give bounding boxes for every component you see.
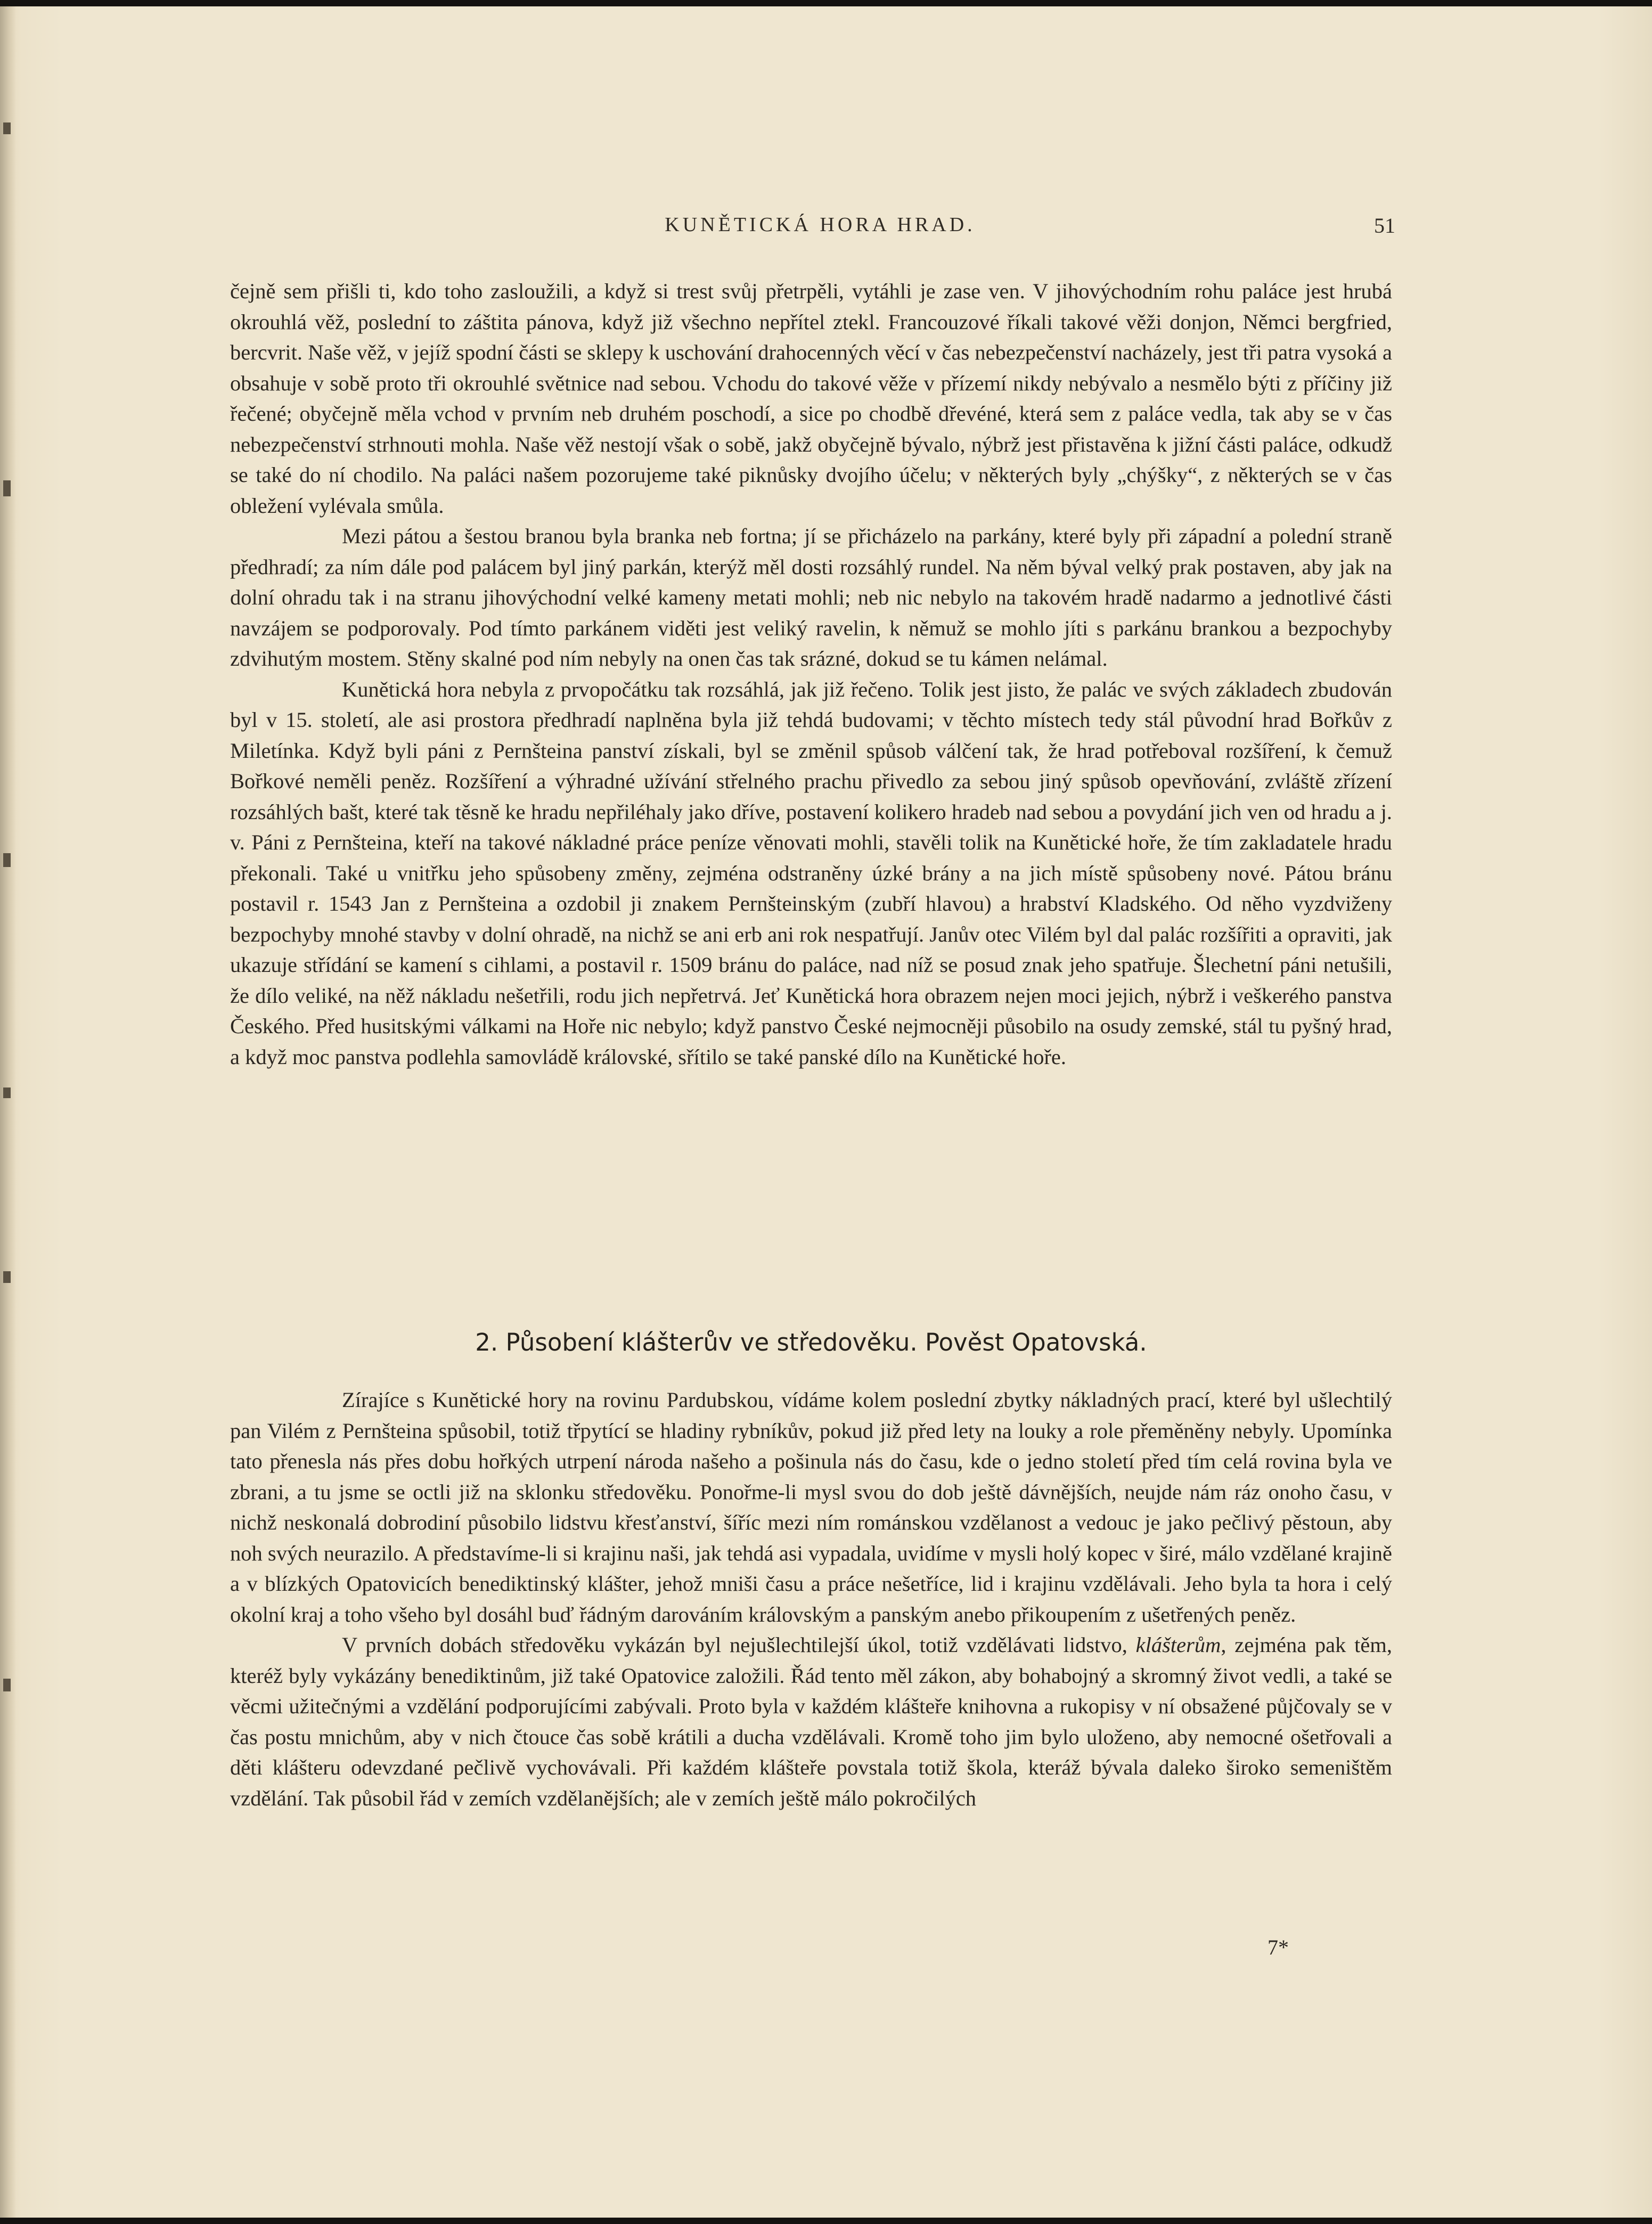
text-run: V prvních dobách středověku vykázán byl nejušlechtilejší úkol, totiž vzdělávati lidstvo, bbox=[342, 1633, 1136, 1657]
paragraph: čejně sem přišli ti, kdo toho zasloužili, a když si trest svůj přetrpěli, vytáhli je zase ven. V jihovýchodním rohu paláce jest hrubá okrouhlá věž, poslední to záštita pánova, když již všechno nepřítel ztekl. Francouzové říkali takové věži donjon, Němci bergfried, bercvrit. Naše věž, v jejíž spodní části se sklepy k uschování drahocenných věcí v čas nebezpečenství nacházely, jest tři patra vysoká a obsahuje v sobě proto tři okrouhlé světnice nad sebou. Vchodu do takové věže v přízemí nikdy nebývalo a nesmělo býti z příčiny již řečené; obyčejně měla vchod v prvním neb druhém poschodí, a sice po chodbě dřevéné, která sem z paláce vedla, tak aby se v čas nebezpečenství strhnouti mohla. Naše věž nestojí však o sobě, jakž obyčejně bývalo, nýbrž jest přistavěna k jižní části paláce, odkudž se také do ní chodilo. Na paláci našem pozorujeme také piknůsky dvojího účelu; v některých byly „chýšky“, z některých se v čas obležení vylévala smůla. bbox=[230, 279, 1392, 518]
signature-mark: 7* bbox=[1267, 1935, 1289, 1959]
emphasis-text: klášterům bbox=[1135, 1633, 1221, 1657]
binding-mark bbox=[3, 480, 11, 496]
text-run: , zejména pak těm, kteréž byly vykázány benediktinům, již také Opatovice založili. Řád tento měl zákon, aby bohabojný a skromný život vedli, a také se věcmi užitečnými a vzdělání podporujícími zabývali. Proto byla v každém klášteře knihovna a rukopisy v ní obsažené půjčovaly se v čas postu mnichům, aby v nich čtouce čas sobě krátili a ducha vzdělávali. Kromě toho jim bylo uloženo, aby nemocné ošetřovali a děti klášteru odevzdané pečlivě vychovávali. Při každém klášteře povstala totiž škola, kteráž bývala daleko široko semeništěm vzdělání. Tak působil řád v zemích vzdělanějších; ale v zemích ještě málo pokročilých bbox=[230, 1633, 1392, 1810]
binding-mark bbox=[3, 853, 11, 867]
paragraph: Kunětická hora nebyla z prvopočátku tak rozsáhlá, jak již řečeno. Tolik jest jisto, že palác ve svých základech zbudován byl v 15. století, ale asi prostora předhradí naplněna byla již tehdá budovami; v těchto místech tedy stál původní hrad Bořkův z Miletínka. Když byli páni z Pernšteina panství získali, byl se změnil spůsob válčení tak, že hrad potřeboval rozšíření, k čemuž Bořkové neměli peněz. Rozšíření a výhradné užívání střelného prachu přivedlo za sebou jiný spůsob opevňování, zvláště zřízení rozsáhlých bašt, které tak těsně ke hradu nepřiléhaly jako dříve, postavení kolikero hradeb nad sebou a povydání jich ven od hradu a j. v. Páni z Pernšteina, kteří na takové nákladné práce peníze věnovati mohli, stavěli tolik na Kunětické hoře, že tím zakladatele hradu překonali. Také u vnitřku jeho spůsobeny změny, zejména odstraněny úzké brány a na jich místě spůsobeny nové. Pátou bránu postavil r. 1543 Jan z Pernšteina a ozdobil ji znakem Pernšteinským (zubří hlavou) a hrabství Kladského. Od něho vyzdviženy bezpochyby mnohé stavby v dolní ohradě, na nichž se ani erb ani rok nespatřují. Janův otec Vilém byl dal palác rozšířiti a opraviti, jak ukazuje střídání se kamení s cihlami, a postavil r. 1509 bránu do paláce, nad níž se posud znak jeho spatřuje. Šlechetní páni netušili, že dílo veliké, na něž nákladu nešetřili, rodu jich nepřetrvá. Jeť Kunětická hora obrazem nejen moci jejich, nýbrž i veškerého panstva Českého. Před husitskými válkami na Hoře nic nebylo; když panstvo České nejmocněji působilo na osudy zemské, stál tu pyšný hrad, a když moc panstva podlehla samovládě královské, sřítilo se také panské dílo na Kunětické hoře. bbox=[230, 677, 1392, 1069]
book-page bbox=[0, 6, 1652, 2218]
running-title: KUNĚTICKÁ HORA HRAD. bbox=[665, 214, 976, 236]
section-castle-text bbox=[230, 276, 1392, 1072]
running-head bbox=[0, 213, 1652, 245]
section-monasteries-text bbox=[230, 1385, 1392, 1813]
paragraph: Mezi pátou a šestou branou byla branka neb fortna; jí se přicházelo na parkány, které byly při západní a polední straně předhradí; za ním dále pod palácem byl jiný parkán, kterýž měl dosti rozsáhlý rundel. Na něm býval velký prak postaven, aby jak na dolní ohradu tak i na stranu jihovýchodní velké kameny metati mohli; neb nic nebylo na takovém hradě nadarmo a jednotlivé části navzájem se podporovaly. Pod tímto parkánem viděti jest veliký ravelin, k němuž se mohlo jíti s parkánu brankou a bezpochyby zdvihutým mostem. Stěny skalné pod ním nebyly na onen čas tak srázné, dokud se tu kámen nelámal. bbox=[230, 524, 1392, 671]
binding-mark bbox=[3, 1679, 11, 1691]
section-heading: 2. Působení klášterův ve středověku. Pověst Opatovská. bbox=[475, 1328, 1147, 1356]
page-number: 51 bbox=[1374, 214, 1395, 238]
binding-edge bbox=[0, 6, 16, 2218]
binding-mark bbox=[3, 122, 11, 134]
binding-mark bbox=[3, 1088, 11, 1098]
paragraph bbox=[230, 1630, 1392, 1813]
paragraph: Zírajíce s Kunětické hory na rovinu Pardubskou, vídáme kolem poslední zbytky nákladných prací, které byl ušlechtilý pan Vilém z Pernšteina spůsobil, totiž třpytící se hladiny rybníkův, pokud již před lety na louky a role přeměněny nebyly. Upomínka tato přenesla nás přes dobu hořkých utrpení národa našeho a pošinula nás do času, kde o jedno století před tím celá rovina byla ve zbrani, a tu jsme se octli již na sklonku středověku. Ponořme-li mysl svou do dob ještě dávnějších, neujde nám ráz onoho času, v nichž neskonalá dobrodiní působilo lidstvu křesťanství, šíříc mezi ním románskou vzdělanost a vedouc je jako pečlivý pěstoun, aby noh svých neurazilo. A představíme-li si krajinu naši, jak tehdá asi vypadala, uvidíme v mysli holý kopec v širé, málo vzdělané krajině a v blízkých Opatovicích benediktinský klášter, jehož mniši času a práce nešetříce, lid i krajinu vzdělávali. Jeho byla ta hora i celý okolní kraj a toho všeho byl dosáhl buď řádným darováním královským a panským anebo přikoupením z ušetřených peněz. bbox=[230, 1388, 1392, 1626]
binding-mark bbox=[3, 1271, 11, 1283]
